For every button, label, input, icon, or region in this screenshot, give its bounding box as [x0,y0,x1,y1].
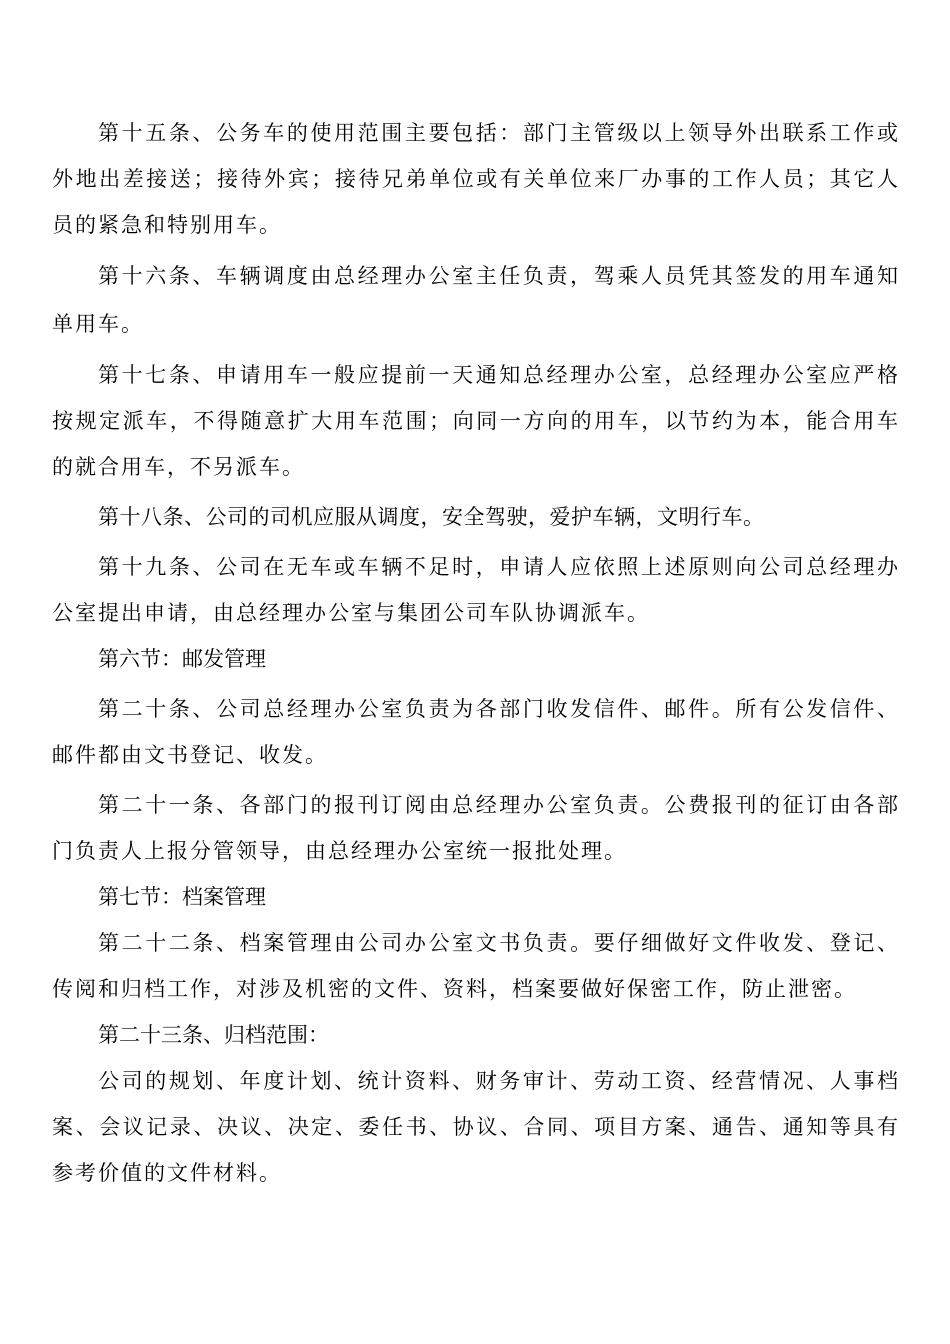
article-16: 第十六条、车辆调度由总经理办公室主任负责，驾乘人员凭其签发的用车通知单用车。 [52,264,900,336]
article-17: 第十七条、申请用车一般应提前一天通知总经理办公室，总经理办公室应严格按规定派车，不得随意扩大用车范围；向同一方向的用车，以节约为本，能合用车的就合用车，不另派车。 [52,363,900,479]
section-7-heading: 第七节：档案管理 [98,885,266,909]
article-22: 第二十二条、档案管理由公司办公室文书负责。要仔细做好文件收发、登记、传阅和归档工作，对涉及机密的文件、资料，档案要做好保密工作，防止泄密。 [52,931,900,1001]
article-19: 第十九条、公司在无车或车辆不足时，申请人应依照上述原则向公司总经理办公室提出申请，由总经理办公室与集团公司车队协调派车。 [52,555,900,625]
section-6-heading: 第六节：邮发管理 [98,647,266,671]
article-21: 第二十一条、各部门的报刊订阅由总经理办公室负责。公费报刊的征订由各部门负责人上报分管领导，由总经理办公室统一报批处理。 [52,793,900,863]
article-15: 第十五条、公务车的使用范围主要包括：部门主管级以上领导外出联系工作或外地出差接送；接待外宾；接待兄弟单位或有关单位来厂办事的工作人员；其它人员的紧急和特别用车。 [52,121,900,237]
archive-scope: 公司的规划、年度计划、统计资料、财务审计、劳动工资、经营情况、人事档案、会议记录、决议、决定、委任书、协议、合同、项目方案、通告、通知等具有参考价值的文件材料。 [52,1069,900,1185]
article-23: 第二十三条、归档范围： [98,1023,329,1047]
article-20: 第二十条、公司总经理办公室负责为各部门收发信件、邮件。所有公发信件、邮件都由文书登记、收发。 [52,697,900,767]
document-page [52,110,900,1196]
article-18: 第十八条、公司的司机应服从调度，安全驾驶，爱护车辆，文明行车。 [98,505,765,529]
